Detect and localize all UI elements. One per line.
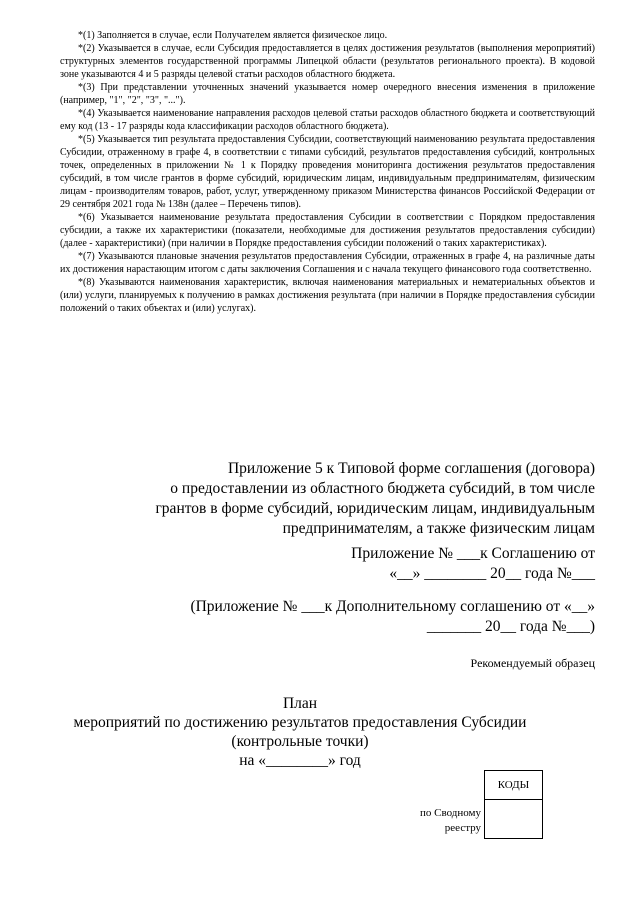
recommended-sample-label: Рекомендуемый образец [470, 656, 595, 670]
footnote-5: *(5) Указывается тип результата предоставления Субсидии, соответствующий наименованию результата предоставления Субсидии, отраженному в графе 4, в соответствии с типами субсидий, результатов предоставления субсидий, контрольных точек, определенных в приложении № 1 к Порядку проведения мониторинга достижения результатов предоставления субсидий, в том числе грантов в форме субсидий, юридическим лицам, индивидуальным предпринимателям, физическим лицам - производителям товаров, работ, услуг, утвержденному приказом Министерства финансов Российской Федерации от 29 сентября 2021 года № 138н (далее – Перечень типов). [60, 134, 595, 210]
supplementary-reference [190, 597, 595, 637]
footnote-3: *(3) При представлении уточненных значений указывается номер очередного внесения изменения в приложение (например, "1", "2", "3", "..."). [60, 82, 595, 106]
plan-subtitle-line: мероприятий по достижению результатов предоставления Субсидии [73, 714, 527, 731]
registry-label-line: по Сводному [419, 807, 481, 819]
footnote-4: *(4) Указывается наименование направления расходов целевой статьи расходов областного бюджета и соответствующий ему код (13 - 17 разряды кода классификации расходов областного бюджета). [60, 108, 595, 132]
footnote-6: *(6) Указывается наименование результата предоставления Субсидии в соответствии с Порядком предоставления субсидии, а также их характеристики (показатели, необходимые для достижения результатов предоставления субсидии) (далее - характеристики) (при наличии в Порядке предоставления субсидии положений о таких характеристиках). [60, 212, 595, 249]
footnote-7: *(7) Указываются плановые значения результатов предоставления Субсидии, отраженных в графе 4, на различные даты их достижения нарастающим итогом с даты заключения Соглашения и с начала текущего финансового года соответственно. [60, 251, 595, 275]
plan-subtitle-line: (контрольные точки) [231, 733, 369, 750]
appendix-line: Приложение 5 к Типовой форме соглашения (договора) [227, 460, 595, 477]
codes-table [484, 770, 543, 839]
agreement-reference [351, 544, 595, 584]
plan-year-line: на «________» год [239, 752, 361, 769]
agreement-line: Приложение № ___к Соглашению от [351, 545, 595, 562]
registry-code-cell [485, 800, 543, 839]
plan-title [60, 694, 540, 770]
appendix-line: грантов в форме субсидий, юридическим лицам, индивидуальным [155, 500, 595, 517]
footnotes [60, 29, 595, 315]
footnote-8: *(8) Указываются наименования характеристик, включая наименования материальных и нематериальных объектов и (или) услуги, планируемых к получению в рамках достижения результата (при наличии в Порядке предоставления субсидии положений о таких объектах и (или) услугах). [60, 277, 595, 314]
registry-label-line: реестру [444, 822, 481, 834]
supplementary-line: (Приложение № ___к Дополнительному соглашению от «__» [190, 598, 595, 615]
appendix-line: предпринимателям, а также физическим лицам [282, 520, 595, 537]
appendix-line: о предоставлении из областного бюджета субсидий, в том числе [170, 480, 595, 497]
codes-header: КОДЫ [485, 771, 543, 800]
plan-title-line: План [282, 695, 318, 712]
footnote-2: *(2) Указывается в случае, если Субсидия предоставляется в целях достижения результатов (выполнения мероприятий) структурных элементов государственной программы Липецкой области (результатов регионального проекта). В кодовой зоне указываются 4 и 5 разряды целевой статьи расходов областного бюджета. [60, 43, 595, 80]
registry-label [420, 806, 481, 836]
appendix-heading [155, 459, 595, 539]
footnote-1: *(1) Заполняется в случае, если Получателем является физическое лицо. [78, 30, 388, 41]
agreement-line: «__» ________ 20__ года №___ [389, 565, 595, 582]
supplementary-line: _______ 20__ года №___) [426, 618, 595, 635]
